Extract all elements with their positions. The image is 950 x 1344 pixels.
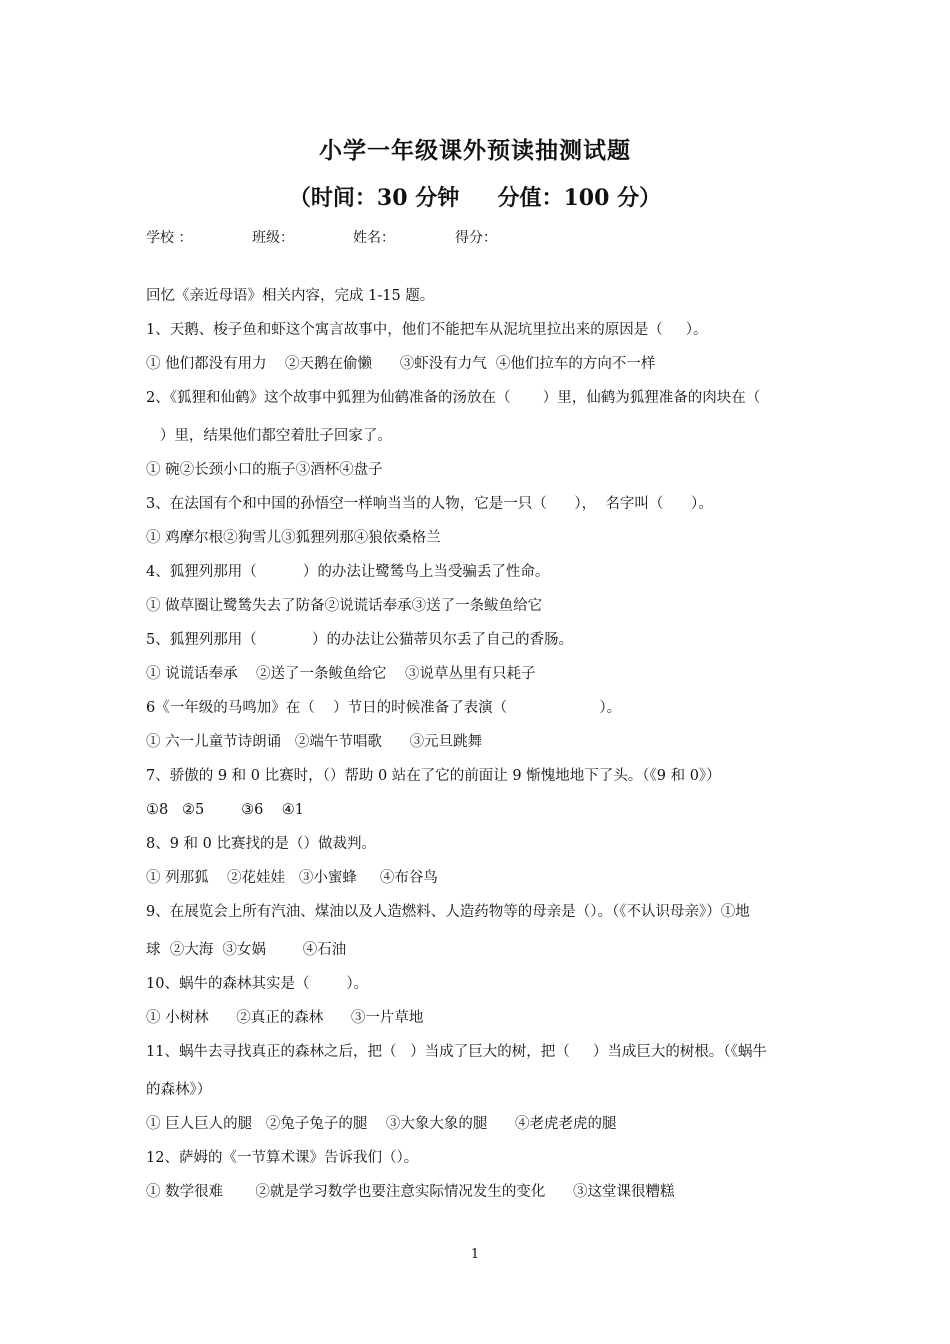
question-5: 5、狐狸列那用（ ）的办法让公猫蒂贝尔丢了自己的香肠。 [146,632,574,648]
question-12-options: ① 数学很难 ②就是学习数学也要注意实际情况发生的变化 ③这堂课很糟糕 [146,1184,675,1200]
question-12: 12、萨姆的《一节算术课》告诉我们（）。 [146,1150,419,1166]
question-2-continued: ）里，结果他们都空着肚子回家了。 [146,428,392,444]
question-9: 9、在展览会上所有汽油、煤油以及人造燃料、人造药物等的母亲是（）。（《不认识母亲》）①地 [146,904,750,920]
question-list [146,286,816,1216]
question-7: 7、骄傲的 9 和 0 比赛时，（）帮助 0 站在了它的前面让 9 惭愧地地下了头。（《9 和 0》） [146,768,721,784]
page-number: 1 [470,1247,480,1262]
question-4: 4、狐狸列那用（ ）的办法让鹭鸶鸟上当受骗丢了性命。 [146,564,550,580]
question-1-options: ① 他们都没有用力 ②天鹅在偷懒 ③虾没有力气 ④他们拉车的方向不一样 [146,356,656,372]
question-11-continued: 的森林》） [146,1082,212,1098]
name-label: 姓名： [353,230,395,246]
question-2: 2、《狐狸和仙鹤》这个故事中狐狸为仙鹤准备的汤放在（ ）里，仙鹤为狐狸准备的肉块在（ [146,390,761,406]
question-2-options: ① 碗②长颈小口的瓶子③酒杯④盘子 [146,462,383,478]
question-1: 1、天鹅、梭子鱼和虾这个寓言故事中，他们不能把车从泥坑里拉出来的原因是（ ）。 [146,322,708,338]
page-subtitle: （时间：30 分钟 分值：100 分） [288,185,662,211]
question-6-options: ① 六一儿童节诗朗诵 ②端午节唱歌 ③元旦跳舞 [146,734,483,750]
question-3: 3、在法国有个和中国的孙悟空一样响当当的人物，它是一只（ ）， 名字叫（ ）。 [146,496,713,512]
question-7-options: ①8 ②5 ③6 ④1 [146,802,305,818]
score-label: 得分： [455,230,497,246]
question-4-options: ① 做草圈让鹭鸶失去了防备②说谎话奉承③送了一条鲅鱼给它 [146,598,543,614]
question-8-options: ① 列那狐 ②花娃娃 ③小蜜蜂 ④布谷鸟 [146,870,438,886]
question-9-continued: 球 ②大海 ③女娲 ④石油 [146,942,347,958]
question-3-options: ① 鸡摩尔根②狗雪儿③狐狸列那④狼依桑格兰 [146,530,441,546]
question-8: 8、9 和 0 比赛找的是（）做裁判。 [146,836,377,852]
question-11: 11、蜗牛去寻找真正的森林之后，把（ ）当成了巨大的树，把（ ）当成巨大的树根。（《蜗牛 [146,1044,767,1060]
page-title: 小学一年级课外预读抽测试题 [319,137,631,164]
question-10-options: ① 小树林 ②真正的森林 ③一片草地 [146,1010,424,1026]
question-5-options: ① 说谎话奉承 ②送了一条鲅鱼给它 ③说草丛里有只耗子 [146,666,536,682]
student-info-row [146,227,846,247]
school-label: 学校 ： [146,230,193,246]
question-11-options: ① 巨人巨人的腿 ②兔子兔子的腿 ③大象大象的腿 ④老虎老虎的腿 [146,1116,617,1132]
class-label: 班级： [252,230,294,246]
instruction-line: 回忆《亲近母语》相关内容，完成 1-15 题。 [146,288,435,304]
question-6: 6《一年级的马鸣加》在（ ）节日的时候准备了表演（ ）。 [146,700,622,716]
question-10: 10、蜗牛的森林其实是（ ）。 [146,976,369,992]
